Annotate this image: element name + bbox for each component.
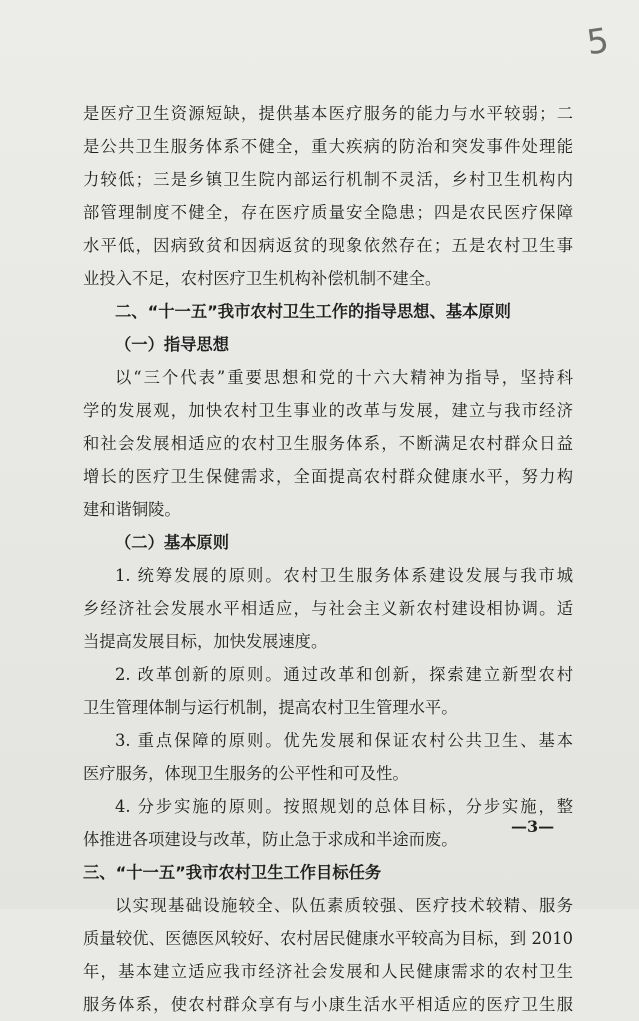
paragraph-principle-2 bbox=[83, 658, 573, 724]
subsection-heading-basic-principles: （二）基本原则 bbox=[115, 533, 229, 552]
subsection-heading-guiding-thought: （一）指导思想 bbox=[115, 335, 229, 354]
text-line: 力较低；三是乡镇卫生院内部运行机制不灵活，乡村卫生机构内 bbox=[83, 170, 573, 189]
paragraph-principle-1 bbox=[83, 559, 573, 658]
paragraph-challenges bbox=[83, 97, 573, 295]
text-line: 2. 改革创新的原则。通过改革和创新，探索建立新型农村 bbox=[115, 665, 573, 684]
handwritten-page-mark: 5 bbox=[584, 20, 612, 64]
text-line: 年，基本建立适应我市经济社会发展和人民健康需求的农村卫生 bbox=[83, 962, 573, 981]
text-line: 是医疗卫生资源短缺，提供基本医疗服务的能力与水平较弱；二 bbox=[83, 104, 573, 123]
text-line: 卫生管理体制与运行机制，提高农村卫生管理水平。 bbox=[83, 698, 458, 717]
section-heading-2: 二、“十一五”我市农村卫生工作的指导思想、基本原则 bbox=[115, 302, 511, 321]
paragraph-principle-4 bbox=[83, 790, 573, 856]
text-line: 水平低，因病致贫和因病返贫的现象依然存在；五是农村卫生事 bbox=[83, 236, 573, 255]
text-line: 服务体系，使农村群众享有与小康生活水平相适应的医疗卫生服 bbox=[83, 995, 573, 1014]
document-body bbox=[83, 97, 573, 1021]
text-line: 3. 重点保障的原则。优先发展和保证农村公共卫生、基本 bbox=[115, 731, 573, 750]
text-line: 是公共卫生服务体系不健全，重大疾病的防治和突发事件处理能 bbox=[83, 137, 573, 156]
text-line: 业投入不足，农村医疗卫生机构补偿机制不建全。 bbox=[83, 269, 442, 288]
text-line: 增长的医疗卫生保健需求，全面提高农村群众健康水平，努力构 bbox=[83, 467, 573, 486]
text-line: 以“三个代表”重要思想和党的十六大精神为指导，坚持科 bbox=[115, 368, 573, 387]
text-line: 4. 分步实施的原则。按照规划的总体目标，分步实施，整 bbox=[115, 797, 573, 816]
text-line: 体推进各项建设与改革，防止急于求成和半途而废。 bbox=[83, 830, 458, 849]
page-number: —3— bbox=[511, 817, 555, 836]
section-heading-3: 三、“十一五”我市农村卫生工作目标任务 bbox=[83, 863, 382, 882]
paragraph-principle-3 bbox=[83, 724, 573, 790]
text-line: 质量较优、医德医风较好、农村居民健康水平较高为目标，到 2010 bbox=[83, 929, 573, 948]
text-line: 当提高发展目标，加快发展速度。 bbox=[83, 632, 328, 651]
text-line: 以实现基础设施较全、队伍素质较强、医疗技术较精、服务 bbox=[115, 896, 573, 915]
text-line: 医疗服务，体现卫生服务的公平性和可及性。 bbox=[83, 764, 409, 783]
text-line: 部管理制度不健全，存在医疗质量安全隐患；四是农民医疗保障 bbox=[83, 203, 573, 222]
text-line: 建和谐铜陵。 bbox=[83, 500, 181, 519]
text-line: 1. 统筹发展的原则。农村卫生服务体系建设发展与我市城 bbox=[115, 566, 573, 585]
text-line: 学的发展观，加快农村卫生事业的改革与发展，建立与我市经济 bbox=[83, 401, 573, 420]
paragraph-guiding-thought bbox=[83, 361, 573, 526]
text-line: 乡经济社会发展水平相适应，与社会主义新农村建设相协调。适 bbox=[83, 599, 573, 618]
text-line: 和社会发展相适应的农村卫生服务体系，不断满足农村群众日益 bbox=[83, 434, 573, 453]
